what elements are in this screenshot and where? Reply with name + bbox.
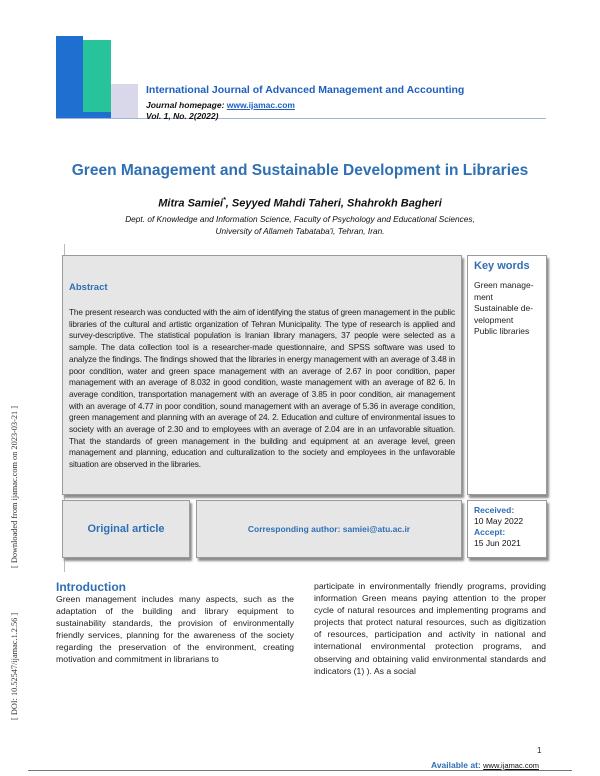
journal-logo-block-green (83, 40, 111, 112)
affiliation-line-1: Dept. of Knowledge and Information Science, Faculty of Psychology and Educational Sciences, (125, 214, 475, 224)
abstract-box (62, 255, 462, 495)
article-type: Original article (87, 523, 165, 535)
journal-homepage (146, 100, 295, 110)
affiliation-line-2: University of Allameh Tabataba'i, Tehran, Iran. (215, 226, 385, 236)
first-author: Mitra Samiei (158, 197, 224, 210)
corresponding-author-box (196, 500, 462, 558)
dates-box (467, 500, 547, 558)
header-divider (56, 118, 546, 119)
journal-homepage-link[interactable]: www.ijamac.com (226, 100, 295, 110)
introduction-left-column: Green management includes many aspects, such as the adaptation of the building and library equipment to sustainability standards, the provision of environmentally friendly services, planning for the awareness of the society regarding the preservation of the environment, creating motivation and commitment in librarians to (56, 594, 294, 665)
introduction-right-column: participate in environmentally friendly programs, providing information Green means paying attention to the proper cycle of natural resources and implementing programs and projects that protect natural resources, such as digitization of resources, participation and activity in national and international environmental protection programs, and observing and obtaining valid environmental standards and indicators (1) ). As a social (314, 581, 546, 676)
available-link[interactable]: www.ijamac.com (483, 761, 539, 770)
keywords-heading: Key words (474, 260, 530, 272)
available-at (431, 760, 539, 770)
journal-logo-block-lavender (111, 84, 138, 118)
authors (0, 197, 600, 210)
received-date: 10 May 2022 (474, 516, 524, 526)
downloaded-note: [ Downloaded from ijamac.com on 2023-03-21 ] (10, 406, 19, 568)
footer-divider (28, 770, 572, 771)
page-number: 1 (537, 746, 542, 755)
accepted-label: Accept: (474, 527, 506, 537)
journal-name: International Journal of Advanced Management and Accounting (146, 84, 465, 96)
paper-title: Green Management and Sustainable Development in Libraries (71, 162, 529, 179)
corresponding-mark: * (223, 197, 226, 204)
doi-note: [ DOI: 10.52547/ijamac.1.2.56 ] (10, 612, 19, 720)
abstract-heading: Abstract (69, 282, 108, 293)
journal-homepage-label: Journal homepage: (146, 100, 225, 110)
accepted-date: 15 Jun 2021 (474, 538, 521, 548)
keyword-item: Green manage-ment (474, 280, 534, 302)
article-type-box (62, 500, 190, 558)
keywords-box (467, 255, 547, 495)
introduction-heading: Introduction (56, 580, 126, 594)
co-authors: , Seyyed Mahdi Taheri, Shahrokh Bagheri (225, 197, 442, 210)
keyword-item: Sustainable de-velopment (474, 303, 534, 325)
corresponding-author: Corresponding author: samiei@atu.ac.ir (247, 524, 411, 534)
keyword-item: Public libraries (474, 326, 530, 336)
abstract-text: The present research was conducted with the aim of identifying the status of green management in the public libraries of the cultural and artistic organization of Tehran Municipality. The type of research is applied and survey-descriptive. The statistical population is Iranian library managers, 37 people were selected as a sample. The data collection tool is a researcher-made questionnaire, and SPSS software was used to analyze the findings. The findings showed that the libraries in energy management with an average of 3.48 in poor condition, water and green space management with an average of 2.67 in poor condition, paper management with an average of 8.032 in good condition, waste management with an average of 82 6. In average condition, transportation management with an average of 3.85 in poor condition, air management with an average of 4.77 in poor condition, sound management with an average of 5.36 in average condition, green management and planning with an average of 24. 2. Education and culture of environmental issues to society with an average of 2.30 and to employees with an average of 2.04 are in an unfavorable situation. That the standards of green management in the building and equipment at an average level, green management and planning, education and culturalization to the society and employees in the unfavorable situation are observed in the libraries. (69, 307, 455, 470)
available-label: Available at: (431, 760, 481, 770)
journal-volume: Vol. 1, No. 2(2022) (146, 111, 219, 121)
received-label: Received: (474, 505, 515, 515)
journal-logo-block-blue (56, 36, 83, 112)
